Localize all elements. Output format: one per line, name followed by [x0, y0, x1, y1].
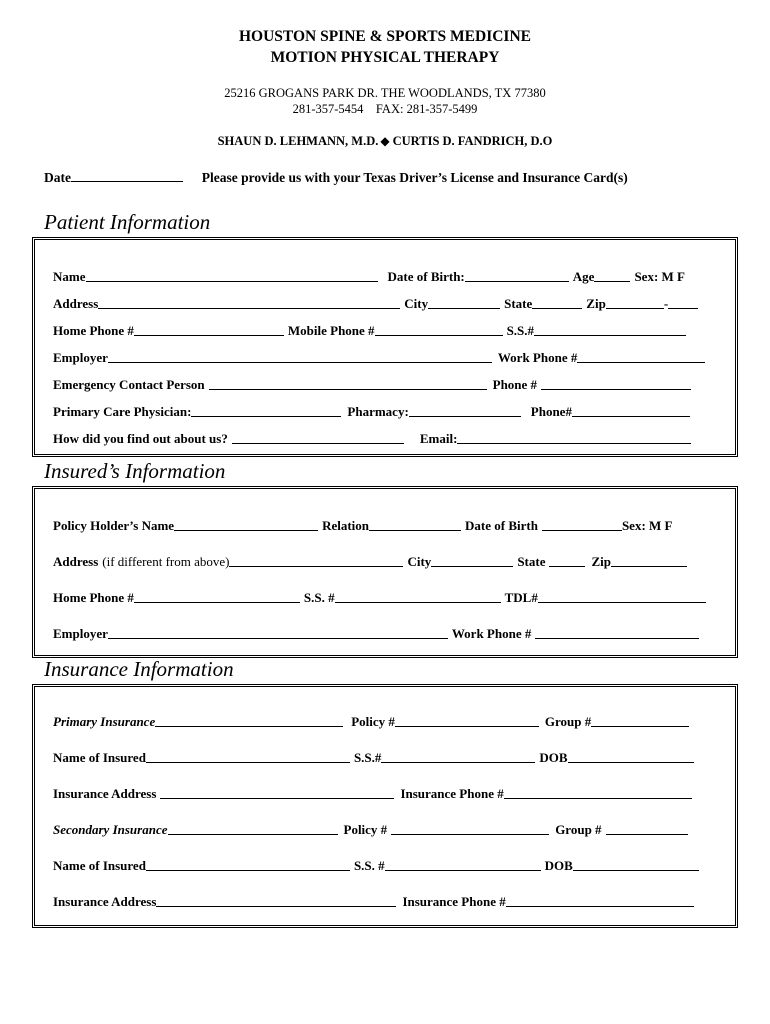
insured-name-2-label: Name of Insured	[53, 858, 146, 873]
emergency-contact-field[interactable]	[209, 377, 487, 390]
doctor-2: CURTIS D. FANDRICH, D.O	[392, 134, 553, 148]
secondary-insurance-label: Secondary Insurance	[53, 822, 168, 837]
date-row	[44, 169, 628, 186]
patient-information-box	[32, 237, 738, 457]
patient-state-field[interactable]	[532, 296, 582, 309]
patient-row-employer	[53, 350, 727, 366]
secondary-group-field[interactable]	[606, 822, 688, 835]
insured-row-address	[53, 554, 727, 570]
insurance-phone-1-field[interactable]	[504, 786, 692, 799]
practice-subtitle: MOTION PHYSICAL THERAPY	[270, 49, 500, 66]
primary-policy-field[interactable]	[395, 714, 539, 727]
insured-ss-label: S.S. #	[303, 590, 335, 605]
pharmacy-field[interactable]	[409, 404, 521, 417]
secondary-policy-field[interactable]	[391, 822, 549, 835]
insurance-phone-2-label: Insurance Phone #	[402, 894, 506, 909]
insurance-information-title: Insurance Information	[44, 657, 234, 681]
home-phone-label: Home Phone #	[53, 323, 134, 338]
address-label: Address	[53, 296, 99, 311]
insured-name-1-field[interactable]	[146, 750, 350, 763]
insured-dob-label: Date of Birth	[465, 518, 538, 533]
patient-dob-field[interactable]	[465, 269, 569, 282]
work-phone-label: Work Phone #	[497, 350, 578, 365]
primary-insurance-label: Primary Insurance	[53, 714, 156, 729]
patient-row-emergency	[53, 377, 727, 393]
insurance-row-secondary	[53, 822, 727, 838]
tdl-label: TDL#	[504, 590, 538, 605]
practice-name: HOUSTON SPINE & SPORTS MEDICINE	[238, 28, 531, 45]
license-instruction: Please provide us with your Texas Driver’s License and Insurance Card(s)	[201, 170, 628, 185]
insured-ss-field[interactable]	[335, 590, 501, 603]
patient-name-field[interactable]	[86, 269, 378, 282]
date-label: Date	[44, 170, 71, 185]
age-label: Age	[572, 269, 595, 284]
insured-state-field[interactable]	[549, 554, 585, 567]
mobile-phone-label: Mobile Phone #	[287, 323, 375, 338]
insured-sex-options[interactable]: Sex: M F	[621, 518, 673, 533]
insurance-information-box	[32, 684, 738, 928]
relation-label: Relation	[322, 518, 370, 533]
insurance-address-2-label: Insurance Address	[53, 894, 157, 909]
secondary-policy-label: Policy #	[343, 822, 388, 837]
patient-employer-field[interactable]	[108, 350, 492, 363]
insured-name-2-field[interactable]	[146, 858, 350, 871]
insurance-row-address-1	[53, 786, 727, 802]
insured-row-phone	[53, 590, 727, 606]
primary-insurance-field[interactable]	[155, 714, 343, 727]
diamond-icon: ◆	[380, 134, 390, 148]
patient-city-field[interactable]	[428, 296, 500, 309]
patient-home-phone-field[interactable]	[134, 323, 284, 336]
date-field[interactable]	[71, 169, 183, 182]
patient-address-field[interactable]	[98, 296, 400, 309]
patient-row-physician	[53, 404, 727, 420]
pharmacy-label: Pharmacy:	[347, 404, 409, 419]
insurance-phone-2-field[interactable]	[506, 894, 694, 907]
referral-field[interactable]	[232, 431, 404, 444]
patient-work-phone-field[interactable]	[577, 350, 705, 363]
zip-label: Zip	[586, 296, 606, 311]
patient-information-title: Patient Information	[44, 210, 211, 234]
secondary-group-label: Group #	[555, 822, 602, 837]
insurance-row-primary	[53, 714, 727, 730]
insured-information-box	[32, 486, 738, 658]
emergency-phone-label: Phone #	[492, 377, 538, 392]
policy-holder-label: Policy Holder’s Name	[53, 518, 175, 533]
patient-zip-field[interactable]	[606, 296, 664, 309]
insured-dob-field[interactable]	[542, 518, 622, 531]
state-label: State	[504, 296, 533, 311]
primary-group-label: Group #	[544, 714, 592, 729]
insurance-address-2-field[interactable]	[156, 894, 396, 907]
email-field[interactable]	[457, 431, 691, 444]
insurance-address-1-field[interactable]	[160, 786, 394, 799]
insured-address-note: (if different from above)	[102, 554, 230, 569]
insurance-phone-1-label: Insurance Phone #	[400, 786, 504, 801]
insured-zip-field[interactable]	[611, 554, 687, 567]
insured-ss-1-label: S.S.#	[353, 750, 382, 765]
tdl-field[interactable]	[538, 590, 706, 603]
practice-address: 25216 GROGANS PARK DR. THE WOODLANDS, TX 77380	[224, 86, 546, 100]
insurance-address-1-label: Insurance Address	[53, 786, 157, 801]
relation-field[interactable]	[369, 518, 461, 531]
primary-policy-label: Policy #	[351, 714, 395, 729]
patient-row-phones	[53, 323, 727, 339]
patient-sex-options[interactable]: Sex: M F	[634, 269, 685, 284]
insurance-row-insured-1	[53, 750, 727, 766]
pharmacy-phone-field[interactable]	[572, 404, 690, 417]
zip-dash: -	[663, 296, 669, 311]
insurance-row-insured-2	[53, 858, 727, 874]
insured-address-label: Address	[53, 554, 99, 569]
insured-work-phone-label: Work Phone #	[451, 626, 532, 641]
primary-group-field[interactable]	[591, 714, 689, 727]
insured-work-phone-field[interactable]	[535, 626, 699, 639]
insured-row-holder	[53, 518, 727, 534]
insured-ss-2-label: S.S. #	[353, 858, 385, 873]
insured-dob-1-field[interactable]	[568, 750, 694, 763]
ss-label: S.S.#	[506, 323, 535, 338]
secondary-insurance-field[interactable]	[168, 822, 338, 835]
patient-row-referral	[53, 431, 727, 447]
insured-home-phone-label: Home Phone #	[53, 590, 134, 605]
pcp-field[interactable]	[191, 404, 341, 417]
practice-phone-fax: 281-357-5454 FAX: 281-357-5499	[292, 102, 478, 116]
employer-label: Employer	[53, 350, 108, 365]
pharmacy-phone-label: Phone#	[530, 404, 572, 419]
insured-employer-label: Employer	[53, 626, 108, 641]
insurance-row-address-2	[53, 894, 727, 910]
city-label: City	[404, 296, 429, 311]
patient-row-address	[53, 296, 727, 312]
insured-row-employer	[53, 626, 727, 642]
emergency-phone-field[interactable]	[541, 377, 691, 390]
insured-information-title: Insured’s Information	[44, 459, 226, 483]
doctors-line	[0, 134, 770, 149]
insured-zip-label: Zip	[591, 554, 611, 569]
dob-label: Date of Birth:	[387, 269, 465, 284]
name-label: Name	[53, 269, 86, 284]
insured-dob-1-label: DOB	[539, 750, 568, 765]
patient-row-name	[53, 269, 727, 285]
patient-age-field[interactable]	[594, 269, 630, 282]
insured-ss-1-field[interactable]	[381, 750, 535, 763]
insured-dob-2-field[interactable]	[573, 858, 699, 871]
insured-address-field[interactable]	[229, 554, 403, 567]
patient-ss-field[interactable]	[534, 323, 686, 336]
emergency-contact-label: Emergency Contact Person	[53, 377, 205, 392]
insured-city-field[interactable]	[431, 554, 513, 567]
pcp-label: Primary Care Physician:	[53, 404, 192, 419]
patient-mobile-phone-field[interactable]	[375, 323, 503, 336]
insured-city-label: City	[407, 554, 432, 569]
insured-state-label: State	[517, 554, 546, 569]
insured-ss-2-field[interactable]	[385, 858, 541, 871]
insured-employer-field[interactable]	[108, 626, 448, 639]
policy-holder-field[interactable]	[174, 518, 318, 531]
patient-zip-ext-field[interactable]	[668, 296, 698, 309]
email-label: Email:	[419, 431, 458, 446]
insured-dob-2-label: DOB	[544, 858, 573, 873]
insured-name-1-label: Name of Insured	[53, 750, 146, 765]
doctor-1: SHAUN D. LEHMANN, M.D.	[217, 134, 379, 148]
referral-label: How did you find out about us?	[53, 431, 228, 446]
insured-home-phone-field[interactable]	[134, 590, 300, 603]
